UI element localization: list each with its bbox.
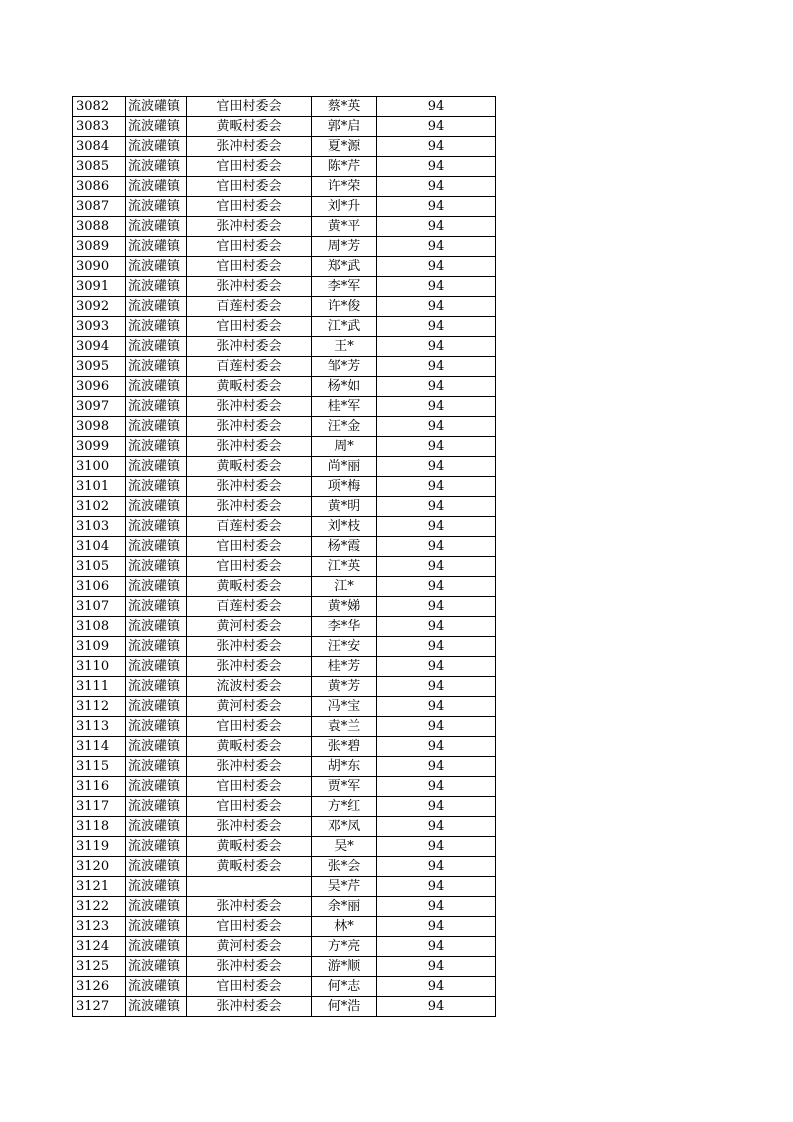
row-village-cell: 官田村委会 (187, 797, 312, 817)
row-name-cell: 袁*兰 (312, 717, 377, 737)
row-village-cell (187, 877, 312, 897)
row-village-cell: 官田村委会 (187, 777, 312, 797)
row-village-cell: 黄畈村委会 (187, 577, 312, 597)
row-village-cell: 张冲村委会 (187, 897, 312, 917)
row-name-cell: 林* (312, 917, 377, 937)
row-name-cell: 江* (312, 577, 377, 597)
row-town-cell: 流波礶镇 (126, 617, 187, 637)
row-town-cell: 流波礶镇 (126, 117, 187, 137)
table-row (73, 397, 496, 417)
table-row (73, 137, 496, 157)
row-score-cell: 94 (377, 317, 496, 337)
row-score-cell: 94 (377, 897, 496, 917)
table-row (73, 377, 496, 397)
row-id-cell: 3105 (73, 557, 126, 577)
row-town-cell: 流波礶镇 (126, 277, 187, 297)
row-town-cell: 流波礶镇 (126, 897, 187, 917)
row-town-cell: 流波礶镇 (126, 177, 187, 197)
row-score-cell: 94 (377, 157, 496, 177)
row-village-cell: 张冲村委会 (187, 657, 312, 677)
row-name-cell: 邹*芳 (312, 357, 377, 377)
row-name-cell: 尚*丽 (312, 457, 377, 477)
row-village-cell: 黄畈村委会 (187, 737, 312, 757)
row-town-cell: 流波礶镇 (126, 197, 187, 217)
table-row (73, 477, 496, 497)
row-score-cell: 94 (377, 137, 496, 157)
row-name-cell: 桂*芳 (312, 657, 377, 677)
row-id-cell: 3111 (73, 677, 126, 697)
row-id-cell: 3093 (73, 317, 126, 337)
row-name-cell: 许*俊 (312, 297, 377, 317)
row-village-cell: 黄畈村委会 (187, 377, 312, 397)
row-name-cell: 李*华 (312, 617, 377, 637)
row-score-cell: 94 (377, 497, 496, 517)
row-id-cell: 3092 (73, 297, 126, 317)
row-village-cell: 张冲村委会 (187, 417, 312, 437)
row-name-cell: 张*会 (312, 857, 377, 877)
row-name-cell: 黄*芳 (312, 677, 377, 697)
row-id-cell: 3090 (73, 257, 126, 277)
row-town-cell: 流波礶镇 (126, 997, 187, 1017)
row-village-cell: 张冲村委会 (187, 277, 312, 297)
row-id-cell: 3094 (73, 337, 126, 357)
row-town-cell: 流波礶镇 (126, 257, 187, 277)
row-village-cell: 官田村委会 (187, 917, 312, 937)
row-score-cell: 94 (377, 817, 496, 837)
row-score-cell: 94 (377, 277, 496, 297)
row-village-cell: 黄河村委会 (187, 937, 312, 957)
row-village-cell: 百莲村委会 (187, 517, 312, 537)
row-id-cell: 3120 (73, 857, 126, 877)
row-score-cell: 94 (377, 397, 496, 417)
row-id-cell: 3096 (73, 377, 126, 397)
row-town-cell: 流波礶镇 (126, 837, 187, 857)
row-score-cell: 94 (377, 437, 496, 457)
row-id-cell: 3122 (73, 897, 126, 917)
row-town-cell: 流波礶镇 (126, 517, 187, 537)
row-name-cell: 方*亮 (312, 937, 377, 957)
row-id-cell: 3085 (73, 157, 126, 177)
row-name-cell: 杨*如 (312, 377, 377, 397)
row-village-cell: 张冲村委会 (187, 637, 312, 657)
table-row (73, 317, 496, 337)
row-town-cell: 流波礶镇 (126, 677, 187, 697)
row-village-cell: 张冲村委会 (187, 757, 312, 777)
row-village-cell: 张冲村委会 (187, 997, 312, 1017)
row-village-cell: 张冲村委会 (187, 137, 312, 157)
row-id-cell: 3126 (73, 977, 126, 997)
row-score-cell: 94 (377, 197, 496, 217)
row-id-cell: 3102 (73, 497, 126, 517)
table-row (73, 297, 496, 317)
row-town-cell: 流波礶镇 (126, 717, 187, 737)
table-row (73, 217, 496, 237)
row-town-cell: 流波礶镇 (126, 497, 187, 517)
row-score-cell: 94 (377, 577, 496, 597)
row-town-cell: 流波礶镇 (126, 377, 187, 397)
row-town-cell: 流波礶镇 (126, 917, 187, 937)
row-town-cell: 流波礶镇 (126, 697, 187, 717)
table-row (73, 697, 496, 717)
table-row (73, 117, 496, 137)
row-id-cell: 3099 (73, 437, 126, 457)
row-village-cell: 黄河村委会 (187, 617, 312, 637)
row-village-cell: 张冲村委会 (187, 497, 312, 517)
row-town-cell: 流波礶镇 (126, 957, 187, 977)
table-row (73, 177, 496, 197)
row-village-cell: 流波村委会 (187, 677, 312, 697)
row-id-cell: 3103 (73, 517, 126, 537)
row-id-cell: 3106 (73, 577, 126, 597)
row-id-cell: 3108 (73, 617, 126, 637)
row-id-cell: 3113 (73, 717, 126, 737)
table-row (73, 997, 496, 1017)
row-town-cell: 流波礶镇 (126, 537, 187, 557)
row-village-cell: 官田村委会 (187, 177, 312, 197)
row-name-cell: 吴*芹 (312, 877, 377, 897)
row-name-cell: 黄*平 (312, 217, 377, 237)
row-town-cell: 流波礶镇 (126, 477, 187, 497)
table-row (73, 977, 496, 997)
row-village-cell: 黄河村委会 (187, 697, 312, 717)
row-id-cell: 3104 (73, 537, 126, 557)
row-name-cell: 李*军 (312, 277, 377, 297)
row-score-cell: 94 (377, 957, 496, 977)
row-town-cell: 流波礶镇 (126, 337, 187, 357)
row-town-cell: 流波礶镇 (126, 97, 187, 117)
row-score-cell: 94 (377, 237, 496, 257)
row-village-cell: 黄畈村委会 (187, 837, 312, 857)
row-score-cell: 94 (377, 257, 496, 277)
table-row (73, 237, 496, 257)
row-id-cell: 3086 (73, 177, 126, 197)
row-score-cell: 94 (377, 617, 496, 637)
row-village-cell: 张冲村委会 (187, 957, 312, 977)
row-score-cell: 94 (377, 797, 496, 817)
row-village-cell: 张冲村委会 (187, 337, 312, 357)
row-village-cell: 官田村委会 (187, 977, 312, 997)
row-village-cell: 黄畈村委会 (187, 457, 312, 477)
row-name-cell: 周*芳 (312, 237, 377, 257)
row-score-cell: 94 (377, 597, 496, 617)
row-score-cell: 94 (377, 837, 496, 857)
row-village-cell: 张冲村委会 (187, 817, 312, 837)
row-town-cell: 流波礶镇 (126, 597, 187, 617)
row-score-cell: 94 (377, 917, 496, 937)
row-id-cell: 3098 (73, 417, 126, 437)
row-village-cell: 黄畈村委会 (187, 117, 312, 137)
table-row (73, 737, 496, 757)
table-row (73, 657, 496, 677)
row-name-cell: 何*浩 (312, 997, 377, 1017)
row-name-cell: 刘*升 (312, 197, 377, 217)
row-village-cell: 官田村委会 (187, 237, 312, 257)
row-id-cell: 3109 (73, 637, 126, 657)
row-town-cell: 流波礶镇 (126, 397, 187, 417)
row-score-cell: 94 (377, 377, 496, 397)
row-village-cell: 官田村委会 (187, 157, 312, 177)
table-row (73, 877, 496, 897)
row-score-cell: 94 (377, 357, 496, 377)
row-town-cell: 流波礶镇 (126, 737, 187, 757)
row-name-cell: 何*志 (312, 977, 377, 997)
row-village-cell: 百莲村委会 (187, 297, 312, 317)
row-name-cell: 张*碧 (312, 737, 377, 757)
table-row (73, 277, 496, 297)
row-id-cell: 3123 (73, 917, 126, 937)
row-id-cell: 3095 (73, 357, 126, 377)
table-row (73, 257, 496, 277)
row-score-cell: 94 (377, 757, 496, 777)
table-row (73, 597, 496, 617)
row-id-cell: 3082 (73, 97, 126, 117)
row-score-cell: 94 (377, 337, 496, 357)
row-id-cell: 3101 (73, 477, 126, 497)
table-row (73, 817, 496, 837)
row-town-cell: 流波礶镇 (126, 937, 187, 957)
row-town-cell: 流波礶镇 (126, 417, 187, 437)
row-score-cell: 94 (377, 717, 496, 737)
table-row (73, 857, 496, 877)
row-town-cell: 流波礶镇 (126, 357, 187, 377)
row-town-cell: 流波礶镇 (126, 757, 187, 777)
row-town-cell: 流波礶镇 (126, 437, 187, 457)
row-score-cell: 94 (377, 637, 496, 657)
row-town-cell: 流波礶镇 (126, 137, 187, 157)
row-score-cell: 94 (377, 217, 496, 237)
row-score-cell: 94 (377, 857, 496, 877)
row-village-cell: 黄畈村委会 (187, 857, 312, 877)
row-score-cell: 94 (377, 97, 496, 117)
row-id-cell: 3118 (73, 817, 126, 837)
row-village-cell: 百莲村委会 (187, 357, 312, 377)
row-village-cell: 官田村委会 (187, 257, 312, 277)
row-id-cell: 3088 (73, 217, 126, 237)
row-name-cell: 余*丽 (312, 897, 377, 917)
row-name-cell: 蔡*英 (312, 97, 377, 117)
table-row (73, 717, 496, 737)
row-name-cell: 刘*枝 (312, 517, 377, 537)
row-id-cell: 3110 (73, 657, 126, 677)
row-village-cell: 张冲村委会 (187, 477, 312, 497)
table-row (73, 957, 496, 977)
row-name-cell: 黄*娣 (312, 597, 377, 617)
row-id-cell: 3114 (73, 737, 126, 757)
row-name-cell: 游*顺 (312, 957, 377, 977)
row-name-cell: 杨*霞 (312, 537, 377, 557)
table-row (73, 357, 496, 377)
table-row (73, 777, 496, 797)
row-name-cell: 汪*安 (312, 637, 377, 657)
row-score-cell: 94 (377, 517, 496, 537)
row-town-cell: 流波礶镇 (126, 217, 187, 237)
row-name-cell: 项*梅 (312, 477, 377, 497)
row-name-cell: 贾*军 (312, 777, 377, 797)
table-row (73, 577, 496, 597)
table-row (73, 337, 496, 357)
row-score-cell: 94 (377, 737, 496, 757)
row-town-cell: 流波礶镇 (126, 157, 187, 177)
row-town-cell: 流波礶镇 (126, 977, 187, 997)
row-town-cell: 流波礶镇 (126, 237, 187, 257)
row-name-cell: 陈*芹 (312, 157, 377, 177)
row-name-cell: 江*武 (312, 317, 377, 337)
row-id-cell: 3117 (73, 797, 126, 817)
row-score-cell: 94 (377, 697, 496, 717)
row-score-cell: 94 (377, 677, 496, 697)
row-town-cell: 流波礶镇 (126, 557, 187, 577)
row-id-cell: 3115 (73, 757, 126, 777)
table-row (73, 157, 496, 177)
row-town-cell: 流波礶镇 (126, 857, 187, 877)
row-name-cell: 许*荣 (312, 177, 377, 197)
row-score-cell: 94 (377, 977, 496, 997)
row-village-cell: 官田村委会 (187, 557, 312, 577)
row-village-cell: 张冲村委会 (187, 397, 312, 417)
table-row (73, 517, 496, 537)
row-score-cell: 94 (377, 777, 496, 797)
row-name-cell: 冯*宝 (312, 697, 377, 717)
row-name-cell: 桂*军 (312, 397, 377, 417)
row-score-cell: 94 (377, 537, 496, 557)
table-row (73, 837, 496, 857)
row-score-cell: 94 (377, 177, 496, 197)
row-town-cell: 流波礶镇 (126, 817, 187, 837)
row-town-cell: 流波礶镇 (126, 577, 187, 597)
row-id-cell: 3112 (73, 697, 126, 717)
row-town-cell: 流波礶镇 (126, 777, 187, 797)
table-row (73, 437, 496, 457)
row-village-cell: 官田村委会 (187, 717, 312, 737)
row-id-cell: 3124 (73, 937, 126, 957)
row-village-cell: 官田村委会 (187, 197, 312, 217)
table-row (73, 417, 496, 437)
table-row (73, 457, 496, 477)
row-id-cell: 3091 (73, 277, 126, 297)
row-town-cell: 流波礶镇 (126, 797, 187, 817)
table-row (73, 557, 496, 577)
row-score-cell: 94 (377, 297, 496, 317)
table-row (73, 897, 496, 917)
table-row (73, 937, 496, 957)
row-id-cell: 3100 (73, 457, 126, 477)
row-score-cell: 94 (377, 417, 496, 437)
row-name-cell: 汪*金 (312, 417, 377, 437)
row-id-cell: 3089 (73, 237, 126, 257)
table-row (73, 97, 496, 117)
row-village-cell: 官田村委会 (187, 317, 312, 337)
row-id-cell: 3119 (73, 837, 126, 857)
row-score-cell: 94 (377, 657, 496, 677)
row-id-cell: 3083 (73, 117, 126, 137)
row-score-cell: 94 (377, 477, 496, 497)
table-row (73, 677, 496, 697)
row-id-cell: 3087 (73, 197, 126, 217)
row-village-cell: 官田村委会 (187, 97, 312, 117)
row-name-cell: 江*英 (312, 557, 377, 577)
row-id-cell: 3125 (73, 957, 126, 977)
row-score-cell: 94 (377, 557, 496, 577)
row-score-cell: 94 (377, 117, 496, 137)
table-row (73, 537, 496, 557)
row-name-cell: 王* (312, 337, 377, 357)
row-town-cell: 流波礶镇 (126, 297, 187, 317)
row-village-cell: 百莲村委会 (187, 597, 312, 617)
row-name-cell: 黄*明 (312, 497, 377, 517)
row-name-cell: 郑*武 (312, 257, 377, 277)
row-id-cell: 3127 (73, 997, 126, 1017)
row-id-cell: 3097 (73, 397, 126, 417)
row-name-cell: 胡*东 (312, 757, 377, 777)
table-row (73, 497, 496, 517)
table-row (73, 757, 496, 777)
row-village-cell: 官田村委会 (187, 537, 312, 557)
row-score-cell: 94 (377, 877, 496, 897)
row-score-cell: 94 (377, 457, 496, 477)
row-id-cell: 3107 (73, 597, 126, 617)
row-name-cell: 邓*凤 (312, 817, 377, 837)
row-town-cell: 流波礶镇 (126, 317, 187, 337)
table-row (73, 797, 496, 817)
row-name-cell: 郭*启 (312, 117, 377, 137)
row-name-cell: 吴* (312, 837, 377, 857)
row-name-cell: 方*红 (312, 797, 377, 817)
table-row (73, 197, 496, 217)
row-town-cell: 流波礶镇 (126, 877, 187, 897)
row-id-cell: 3116 (73, 777, 126, 797)
row-name-cell: 夏*源 (312, 137, 377, 157)
data-table (72, 96, 496, 1017)
row-score-cell: 94 (377, 997, 496, 1017)
table-body (73, 97, 496, 1017)
table-row (73, 617, 496, 637)
row-town-cell: 流波礶镇 (126, 657, 187, 677)
row-id-cell: 3121 (73, 877, 126, 897)
row-id-cell: 3084 (73, 137, 126, 157)
table-row (73, 917, 496, 937)
row-village-cell: 张冲村委会 (187, 437, 312, 457)
row-town-cell: 流波礶镇 (126, 457, 187, 477)
table-row (73, 637, 496, 657)
row-score-cell: 94 (377, 937, 496, 957)
row-village-cell: 张冲村委会 (187, 217, 312, 237)
row-name-cell: 周* (312, 437, 377, 457)
row-town-cell: 流波礶镇 (126, 637, 187, 657)
